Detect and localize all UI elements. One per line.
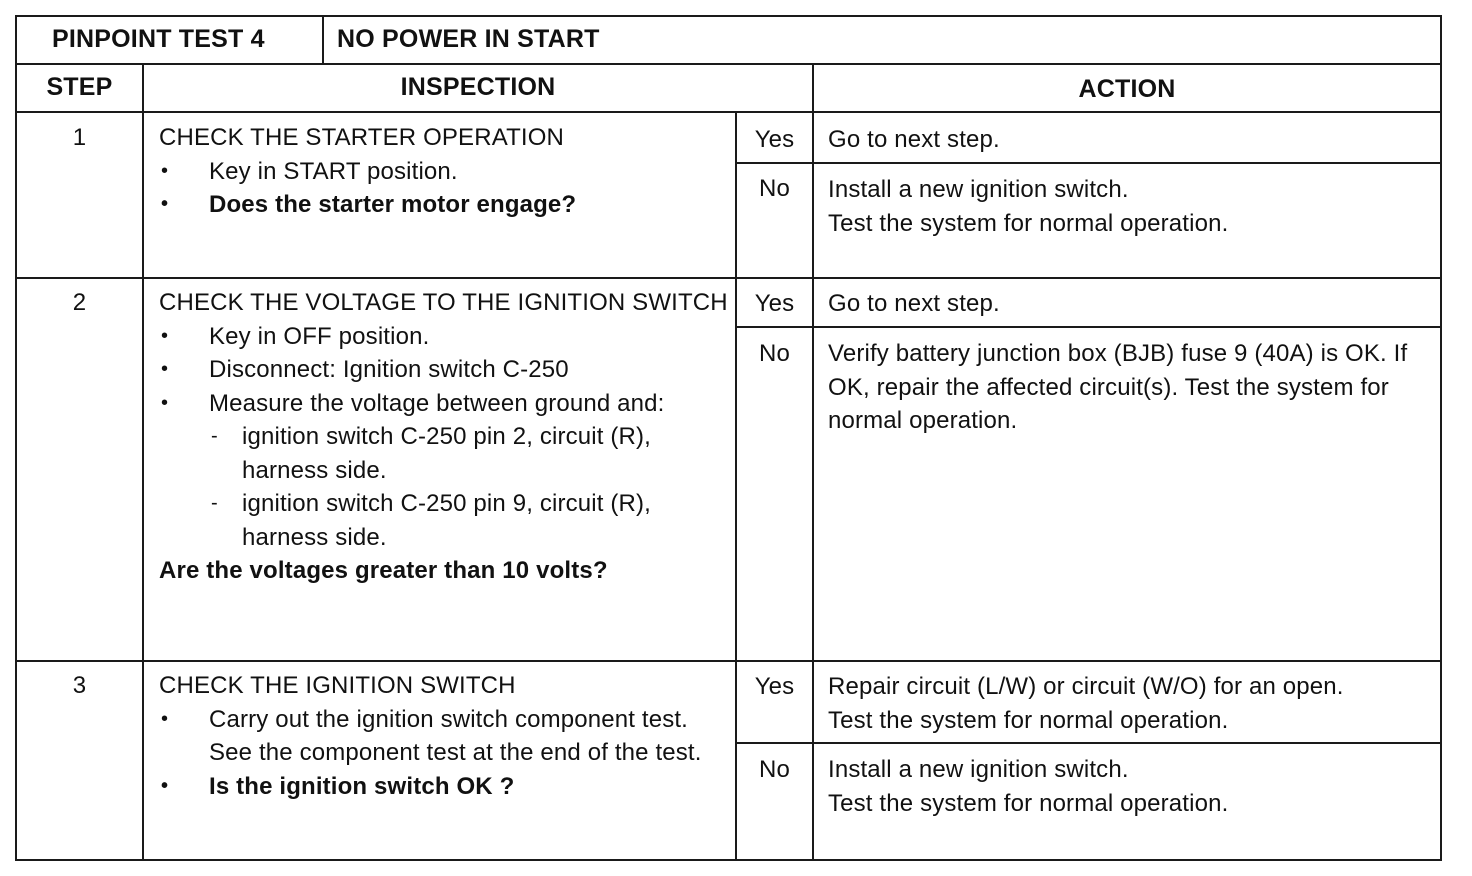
step-inspection <box>159 121 729 222</box>
row-divider <box>17 660 1440 662</box>
no-action-line: Install a new ignition switch. <box>828 176 1129 203</box>
bullet-item <box>159 387 729 555</box>
step-question: • Does the starter motor engage? <box>159 188 729 222</box>
step-title: CHECK THE STARTER OPERATION <box>159 124 564 151</box>
step-question: Are the voltages greater than 10 volts? <box>159 557 608 584</box>
sub-item: - ignition switch C-250 pin 2, circuit (R), harness side. <box>209 420 729 487</box>
yes-action-line: Test the system for normal operation. <box>828 706 1229 734</box>
test-title: NO POWER IN START <box>337 25 600 53</box>
yes-action: Go to next step. <box>828 126 1000 153</box>
bullet-item: • Key in OFF position. <box>159 320 729 354</box>
bullet-item: • Disconnect: Ignition switch C-250 <box>159 353 729 387</box>
no-action-line: Install a new ignition switch. <box>828 756 1129 783</box>
pinpoint-test-table <box>15 15 1442 861</box>
no-action: Verify battery junction box (BJB) fuse 9 (40A) is OK. If OK, repair the affected circuit(s). Test the system for normal operation. <box>828 340 1408 434</box>
no-action-line: Test the system for normal operation. <box>828 789 1229 817</box>
column-divider <box>812 63 814 859</box>
step-bullets <box>159 703 729 804</box>
row-divider <box>735 162 1440 164</box>
column-divider <box>322 17 324 63</box>
row-divider <box>17 277 1440 279</box>
no-action <box>828 753 1428 820</box>
row-divider <box>17 63 1440 65</box>
bullet-text: Measure the voltage between ground and: <box>209 389 665 417</box>
row-divider <box>735 326 1440 328</box>
step-question: • Is the ignition switch OK ? <box>159 770 729 804</box>
step-bullets <box>159 320 729 555</box>
no-action <box>828 173 1428 240</box>
step-inspection <box>159 286 729 588</box>
bullet-item: • Key in START position. <box>159 155 729 189</box>
step-title: CHECK THE IGNITION SWITCH <box>159 672 516 699</box>
column-header-action: ACTION <box>1078 75 1176 103</box>
column-header-inspection: INSPECTION <box>400 73 556 101</box>
column-divider <box>735 111 737 859</box>
column-divider <box>142 63 144 859</box>
yes-action: Go to next step. <box>828 290 1000 317</box>
yes-action-line: Repair circuit (L/W) or circuit (W/O) for an open. <box>828 673 1344 700</box>
no-label: No <box>759 175 790 202</box>
step-number: 2 <box>72 289 87 316</box>
yes-label: Yes <box>754 673 795 700</box>
step-number: 1 <box>72 124 87 151</box>
yes-label: Yes <box>754 290 795 317</box>
step-inspection <box>159 669 729 803</box>
step-bullets <box>159 155 729 222</box>
test-id: PINPOINT TEST 4 <box>52 25 265 53</box>
no-action-line: Test the system for normal operation. <box>828 209 1229 237</box>
bullet-item: • Carry out the ignition switch component test. See the component test at the end of the test. <box>159 703 729 770</box>
step-title: CHECK THE VOLTAGE TO THE IGNITION SWITCH <box>159 289 728 316</box>
no-label: No <box>759 340 790 367</box>
row-divider <box>17 111 1440 113</box>
sub-items <box>209 420 729 554</box>
no-label: No <box>759 756 790 783</box>
row-divider <box>735 742 1440 744</box>
column-header-step: STEP <box>46 73 113 101</box>
sub-item: - ignition switch C-250 pin 9, circuit (R), harness side. <box>209 487 729 554</box>
yes-label: Yes <box>754 126 795 153</box>
yes-action <box>828 670 1428 737</box>
step-number: 3 <box>72 672 87 699</box>
